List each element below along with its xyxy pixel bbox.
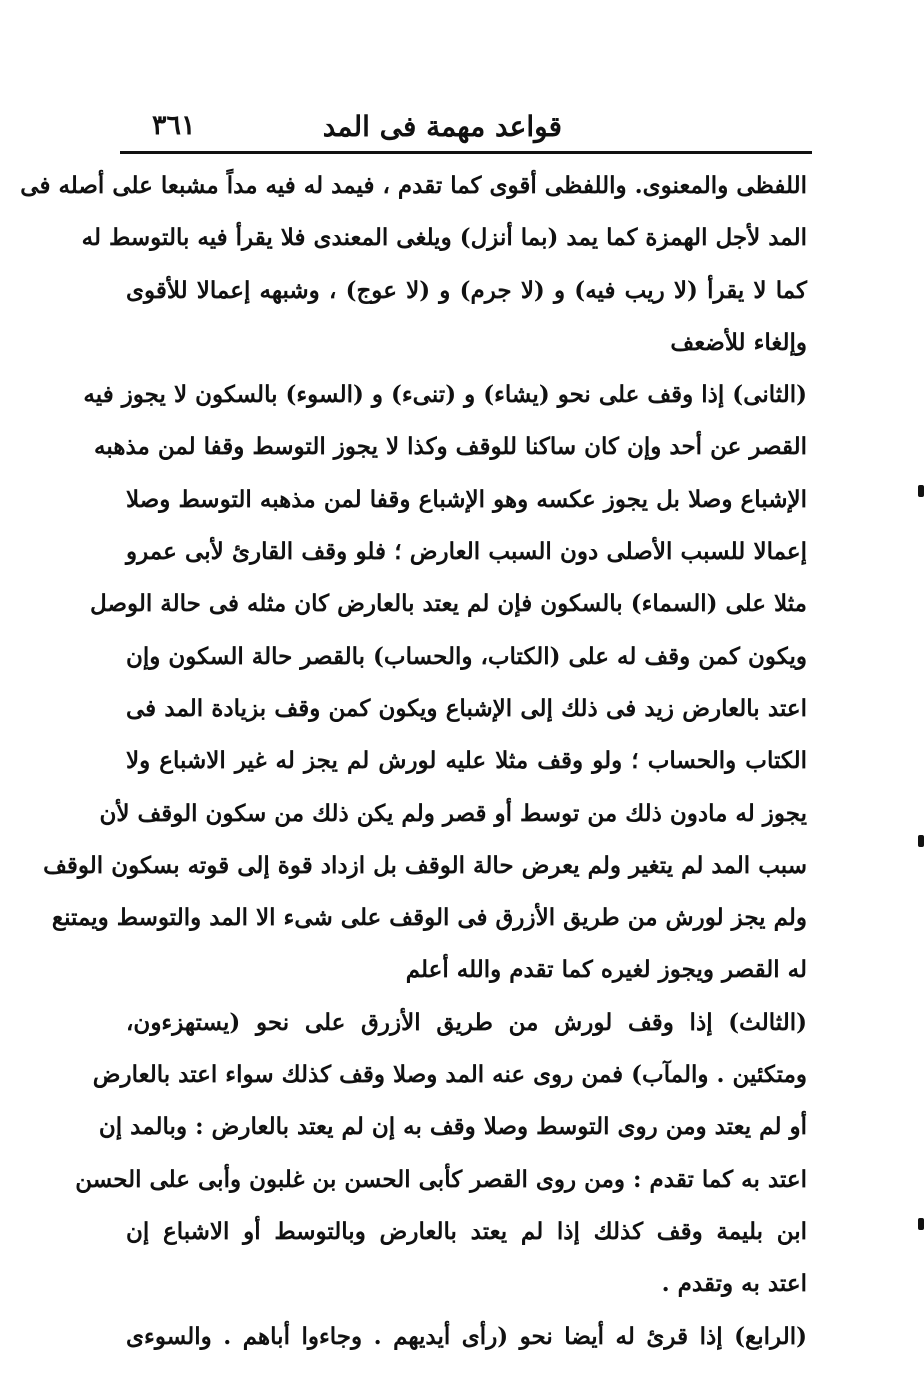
body-text <box>20 160 807 1363</box>
text-line: إعمالا للسبب الأصلى دون السبب العارض ؛ فلو وقف القارئ لأبى عمرو <box>126 538 807 566</box>
header-rule <box>120 151 812 154</box>
text-line: مثلا على (السماء) بالسكون فإن لم يعتد بالعارض كان مثله فى حالة الوصل <box>90 590 807 618</box>
text-line: ولم يجز لورش من طريق الأزرق فى الوقف على شىء الا المد والتوسط ويمتنع <box>51 904 807 932</box>
text-line: سبب المد لم يتغير ولم يعرض حالة الوقف بل ازداد قوة إلى قوته بسكون الوقف <box>43 851 807 879</box>
running-title: قواعد مهمة فى المد <box>322 110 562 143</box>
text-line: (الرابع) إذا قرئ له أيضا نحو (رأى أيديهم . وجاءوا أباهم . والسوءى <box>126 1322 807 1350</box>
margin-mark <box>918 485 924 497</box>
text-line: الإشباع وصلا بل يجوز عكسه وهو الإشباع وقفا لمن مذهبه التوسط وصلا <box>126 485 807 513</box>
text-line: يجوز له مادون ذلك من توسط أو قصر ولم يكن ذلك من سكون الوقف لأن <box>99 799 807 827</box>
text-line: أو لم يعتد ومن روى التوسط وصلا وقف به إن لم يعتد بالعارض : وبالمد إن <box>98 1113 807 1141</box>
text-line: (الثانى) إذا وقف على نحو (يشاء) و (تنىء) و (السوء) بالسكون لا يجوز فيه <box>83 381 807 409</box>
text-line: كما لا يقرأ (لا ريب فيه) و (لا جرم) و (لا عوج) ، وشبهه إعمالا للأقوى <box>126 276 807 304</box>
text-line: اعتد بالعارض زيد فى ذلك إلى الإشباع ويكون كمن وقف بزيادة المد فى <box>126 694 807 722</box>
margin-mark <box>918 1218 924 1230</box>
margin-mark <box>918 835 924 847</box>
text-line: ومتكئين . والمآب) فمن روى عنه المد وصلا وقف كذلك سواء اعتد بالعارض <box>92 1061 807 1089</box>
page-header <box>120 108 812 148</box>
text-line: له القصر ويجوز لغيره كما تقدم والله أعلم <box>405 956 807 984</box>
text-line: اعتد به وتقدم . <box>661 1270 807 1298</box>
text-line: (الثالث) إذا وقف لورش من طريق الأزرق على نحو (يستهزءون، <box>126 1008 807 1036</box>
text-line: ابن بليمة وقف كذلك إذا لم يعتد بالعارض وبالتوسط أو الاشباع إن <box>126 1217 807 1245</box>
page-number: ٣٦١ <box>152 110 196 141</box>
text-line: اللفظى والمعنوى. واللفظى أقوى كما تقدم ، فيمد له فيه مداً مشبعا على أصله فى <box>20 172 807 199</box>
text-line: المد لأجل الهمزة كما يمد (بما أنزل) ويلغى المعندى فلا يقرأ فيه بالتوسط له <box>81 224 807 252</box>
text-line: الكتاب والحساب ؛ ولو وقف مثلا عليه لورش لم يجز له غير الاشباع ولا <box>126 747 807 775</box>
text-line: وإلغاء للأضعف <box>670 328 807 356</box>
text-line: القصر عن أحد وإن كان ساكنا للوقف وكذا لا يجوز التوسط وقفا لمن مذهبه <box>94 433 807 461</box>
text-line: ويكون كمن وقف له على (الكتاب، والحساب) بالقصر حالة السكون وإن <box>125 642 807 670</box>
text-line: اعتد به كما تقدم : ومن روى القصر كأبى الحسن بن غلبون وأبى على الحسن <box>75 1165 807 1193</box>
